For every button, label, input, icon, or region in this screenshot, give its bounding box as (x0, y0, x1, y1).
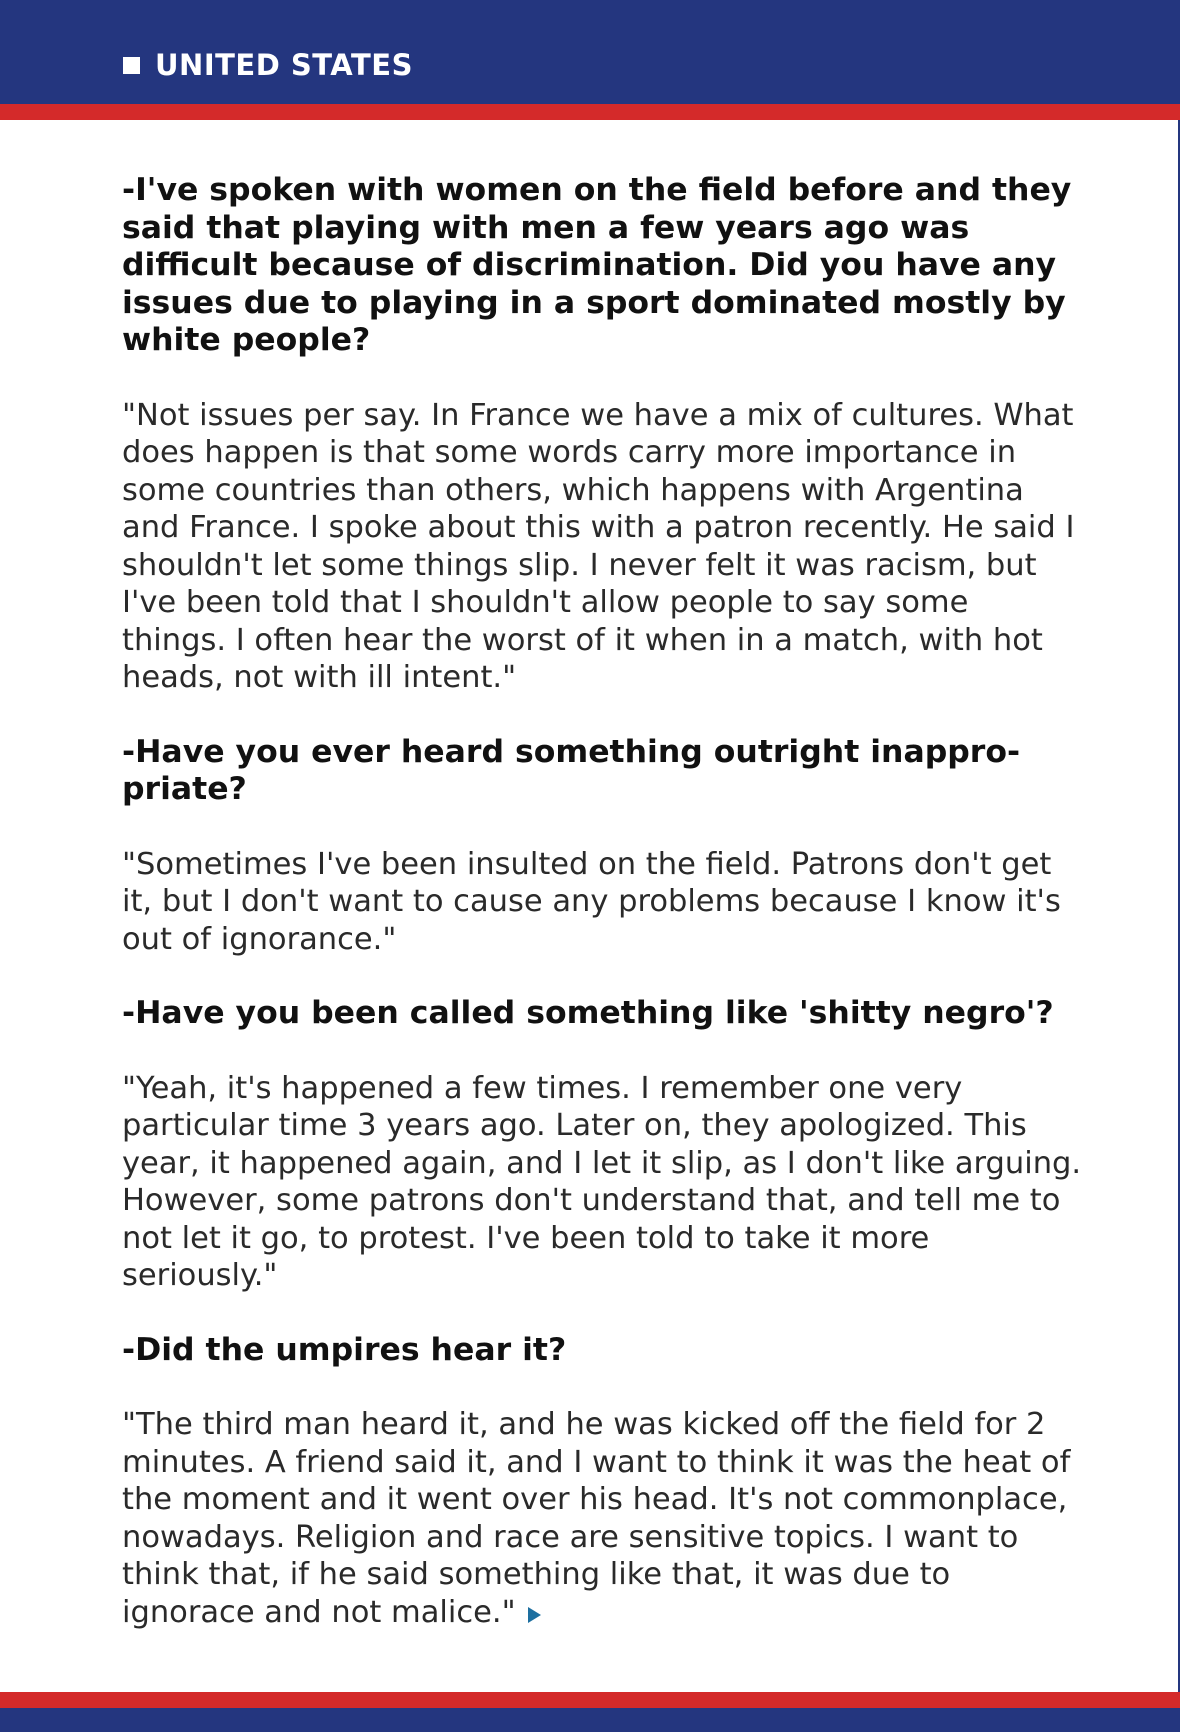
section-label-text: UNITED STATES (155, 48, 413, 82)
header-bar (0, 0, 1180, 104)
footer-bar (0, 1708, 1180, 1732)
section-label (123, 48, 413, 82)
answer-1: "Not issues per say. In France we have a mix of cultures. What does happen is that some words carry more importance in some countries than others, which happens with Argentina and France. I spoke about this with a patron recently. He said I shouldn't let some things slip. I never felt it was racism, but I've been told that I shouldn't allow people to say some things. I often hear the worst of it when in a match, with hot heads, not with ill intent." (122, 397, 1075, 695)
answer-2: "Sometimes I've been insulted on the field. Patrons don't get it, but I don't want to cause any problems because I know it's out of ignorance." (122, 846, 1061, 957)
question-4: -Did the umpires hear it? (122, 1331, 567, 1368)
end-arrow-icon (528, 1607, 541, 1623)
answer-3: "Yeah, it's happened a few times. I remember one very particular time 3 years ago. Later on, they apologized. This year, it happened again, and I let it slip, as I don't like arguing. However, some patrons don't understand that, and tell me to not let it go, to protest. I've been told to take it more seriously." (122, 1070, 1082, 1293)
footer-red-stripe (0, 1692, 1180, 1708)
interview-content (122, 172, 1082, 1631)
header-red-stripe (0, 104, 1180, 120)
square-icon (123, 57, 140, 74)
answer-4: "The third man heard it, and he was kicked off the field for 2 minutes. A friend said it, and I want to think it was the heat of the moment and it went over his head. It's not commonplace, nowadays. Religion and race are sensitive topics. I want to think that, if he said something like that, it was due to ignorace and not malice." (122, 1407, 1071, 1630)
question-1: -I've spoken with women on the field before and they said that playing with men a few years ago was difficult because of discrimination. Did you have any issues due to playing in a sport dominated mostly by white people? (122, 172, 1072, 358)
answer-4-paragraph (122, 1406, 1082, 1631)
question-3: -Have you been called something like 'shitty negro'? (122, 995, 1054, 1031)
question-2: -Have you ever heard something outright inappro- priate? (122, 733, 1021, 807)
